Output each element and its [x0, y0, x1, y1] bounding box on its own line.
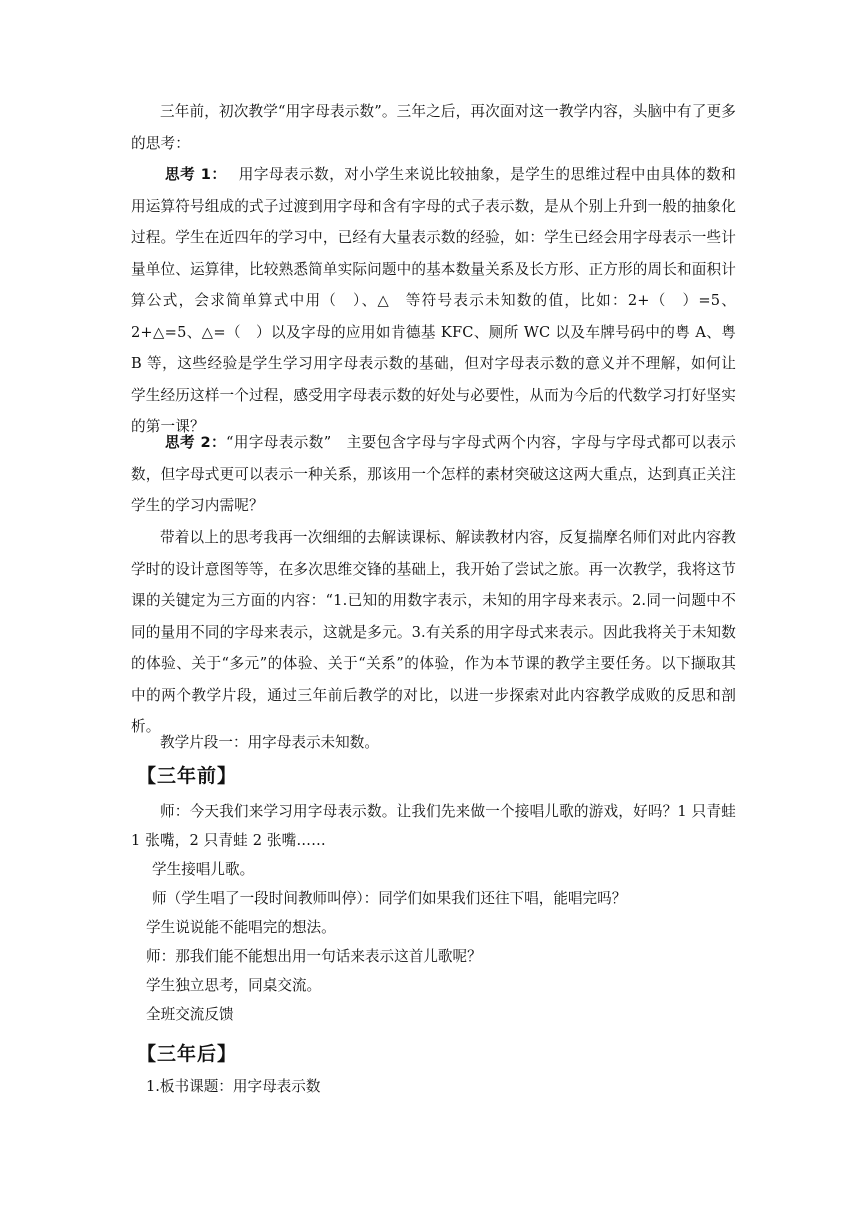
before-line-3: 学生说说能不能唱完的想法。: [146, 919, 336, 936]
intro-paragraph: 三年前，初次教学“用字母表示数”。三年之后，再次面对这一教学内容，头脑中有了更多的思考：: [131, 103, 736, 152]
before-line-1: 学生接唱儿歌。: [152, 861, 255, 878]
after-line-1: 1.板书课题：用字母表示数: [146, 1078, 321, 1095]
thought-2-paragraph: [131, 427, 736, 522]
before-line-2: 师（学生唱了一段时间教师叫停）：同学们如果我们还往下唱，能唱完吗？: [152, 890, 627, 907]
before-line-4: 师：那我们能不能想出用一句话来表示这首儿歌呢？: [146, 948, 482, 965]
before-line-5: 学生独立思考，同桌交流。: [146, 977, 322, 994]
thought-1-text: 用字母表示数，对小学生来说比较抽象，是学生的思维过程中由具体的数和用运算符号组成的式子过渡到用字母和含有字母的式子表示数，是从个别上升到一般的抽象化过程。学生在近四年的学习中，已经有大量表示数的经验，如：学生已经会用字母表示一些计量单位、运算律，比较熟悉简单实际问题中的基本数量关系及长方形、正方形的周长和面积计算公式，会求简单算式中用（ ）、△ 等符号表示未知数的值，比如：2+（ ）=5、2+△=5、△=（ ）以及字母的应用如肯德基 KFC、厕所 WC 以及车牌号码中的粤 A、粤 B 等，这些经验是学生学习用字母表示数的基础，但对字母表示数的意义并不理解，如何让学生经历这样一个过程，感受用字母表示数的好处与必要性，从而为今后的代数学习打好坚实的第一课？: [131, 166, 736, 435]
before-teacher-intro: 师：今天我们来学习用字母表示数。让我们先来做一个接唱儿歌的游戏，好吗？1 只青蛙 1 张嘴，2 只青蛙 2 张嘴……: [131, 803, 736, 849]
segment-title: 教学片段一：用字母表示未知数。: [160, 734, 379, 751]
before-heading: 【三年前】: [137, 765, 238, 787]
thought-1-paragraph: [131, 159, 736, 443]
before-line-6: 全班交流反馈: [146, 1006, 234, 1023]
thought-1-label: 思考 1：: [165, 166, 227, 183]
reflection-paragraph: 带着以上的思考我再一次细细的去解读课标、解读教材内容，反复揣摩名师们对此内容教学时的设计意图等等，在多次思维交锋的基础上，我开始了尝试之旅。再一次教学，我将这节课的关键定为三方面的内容：“1.已知的用数字表示，未知的用字母来表示。2.同一问题中不同的量用不同的字母来表示，这就是多元。3.有关系的用字母式来表示。因此我将关于未知数的体验、关于“多元”的体验、关于“关系”的体验，作为本节课的教学主要任务。以下撷取其中的两个教学片段，通过三年前后教学的对比，以进一步探索对此内容教学成败的反思和剖析。: [131, 529, 736, 735]
after-heading: 【三年后】: [137, 1043, 238, 1065]
thought-2-label: 思考 2：: [165, 434, 226, 451]
thought-2-text: “用字母表示数” 主要包含字母与字母式两个内容，字母与字母式都可以表示数，但字母式更可以表示一种关系，那该用一个怎样的素材突破这这两大重点，达到真正关注学生的学习内需呢？: [131, 434, 736, 514]
